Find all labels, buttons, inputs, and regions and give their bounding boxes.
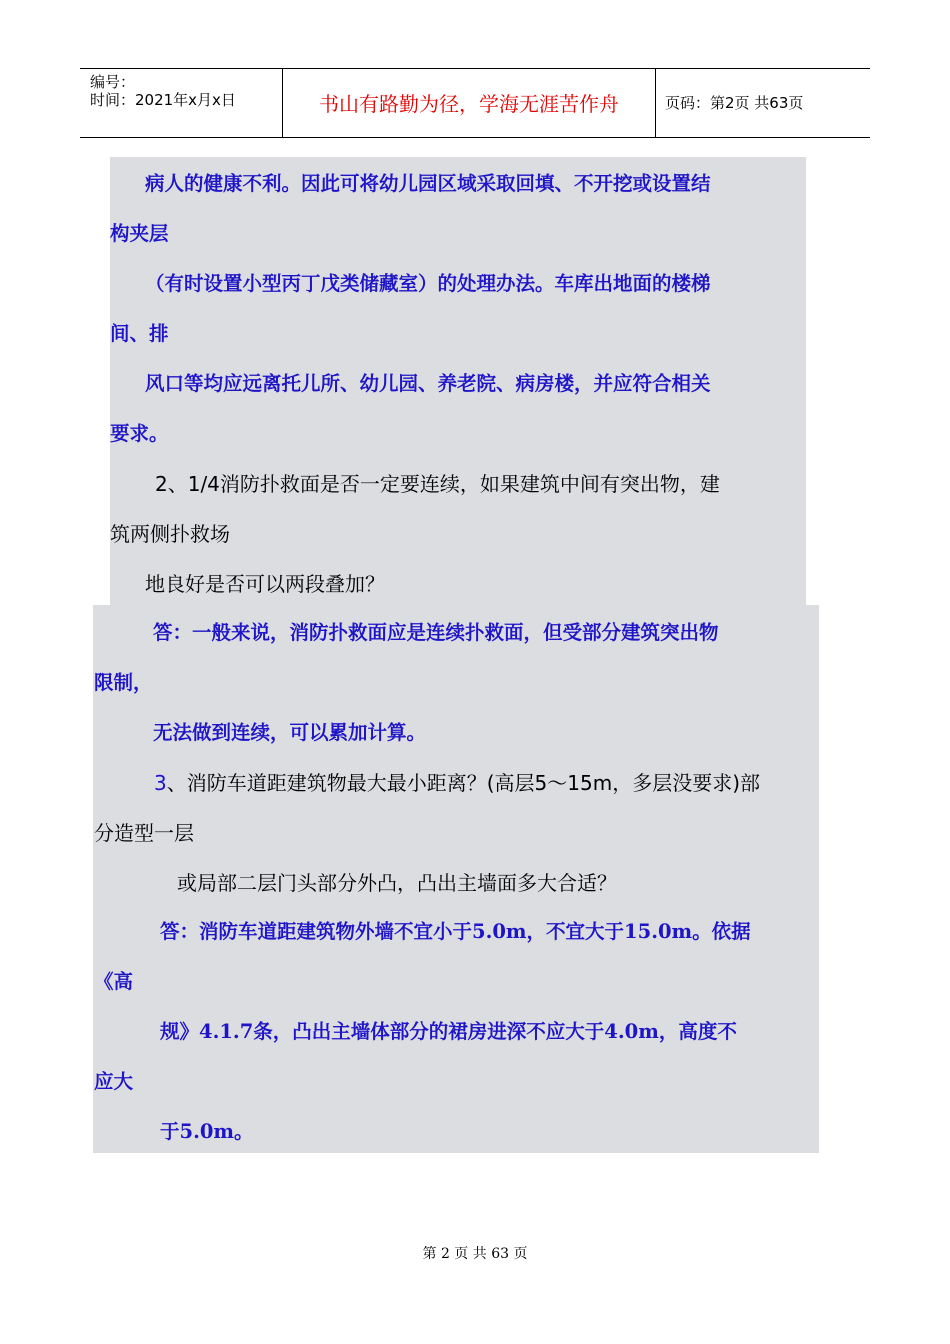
answer-line: 应大 bbox=[94, 1070, 134, 1093]
header-motto-cell bbox=[282, 69, 656, 137]
answer-line: 答：消防车道距建筑物外墙不宜小于5.0m，不宜大于15.0m。依据 bbox=[160, 920, 751, 943]
header-page-cell bbox=[655, 69, 870, 137]
text-line: 风口等均应远离托儿所、幼儿园、养老院、病房楼，并应符合相关 bbox=[145, 372, 711, 395]
text-line: 间、排 bbox=[110, 322, 169, 345]
question-number: 3 bbox=[154, 771, 167, 795]
document-number-label: 编号： bbox=[90, 73, 136, 91]
answer-line: 《高 bbox=[94, 970, 134, 993]
question-text: 、消防车道距建筑物最大最小距离？(高层5～15m，多层没要求)部 bbox=[166, 771, 760, 795]
answer-line: 于5.0m。 bbox=[160, 1120, 254, 1143]
page-footer: 第 2 页 共 63 页 bbox=[422, 1246, 528, 1262]
header-meta-cell bbox=[80, 69, 282, 137]
text-line: 要求。 bbox=[110, 422, 169, 445]
question-line: 2、1/4消防扑救面是否一定要连续，如果建筑中间有突出物，建 bbox=[155, 472, 720, 496]
text-line: 病人的健康不利。因此可将幼儿园区域采取回填、不开挖或设置结 bbox=[145, 172, 711, 195]
document-date: 时间：2021年x月x日 bbox=[90, 91, 236, 109]
question-line: 或局部二层门头部分外凸，凸出主墙面多大合适？ bbox=[177, 871, 617, 895]
question-line: 地良好是否可以两段叠加？ bbox=[145, 572, 385, 596]
header-page-info: 页码：第2页 共63页 bbox=[665, 94, 804, 112]
text-line: 构夹层 bbox=[110, 222, 169, 245]
answer-line: 规》4.1.7条，凸出主墙体部分的裙房进深不应大于4.0m，高度不 bbox=[160, 1020, 737, 1043]
answer-line: 答：一般来说，消防扑救面应是连续扑救面，但受部分建筑突出物 bbox=[153, 621, 719, 644]
question-line bbox=[154, 768, 760, 798]
answer-line: 无法做到连续，可以累加计算。 bbox=[153, 721, 427, 744]
header-motto: 书山有路勤为径，学海无涯苦作舟 bbox=[319, 92, 619, 116]
text-line: （有时设置小型丙丁戊类储藏室）的处理办法。车库出地面的楼梯 bbox=[145, 272, 711, 295]
answer-line: 限制， bbox=[94, 671, 153, 694]
page-header bbox=[80, 68, 870, 138]
question-line: 分造型一层 bbox=[94, 821, 194, 845]
question-line: 筑两侧扑救场 bbox=[110, 522, 230, 546]
